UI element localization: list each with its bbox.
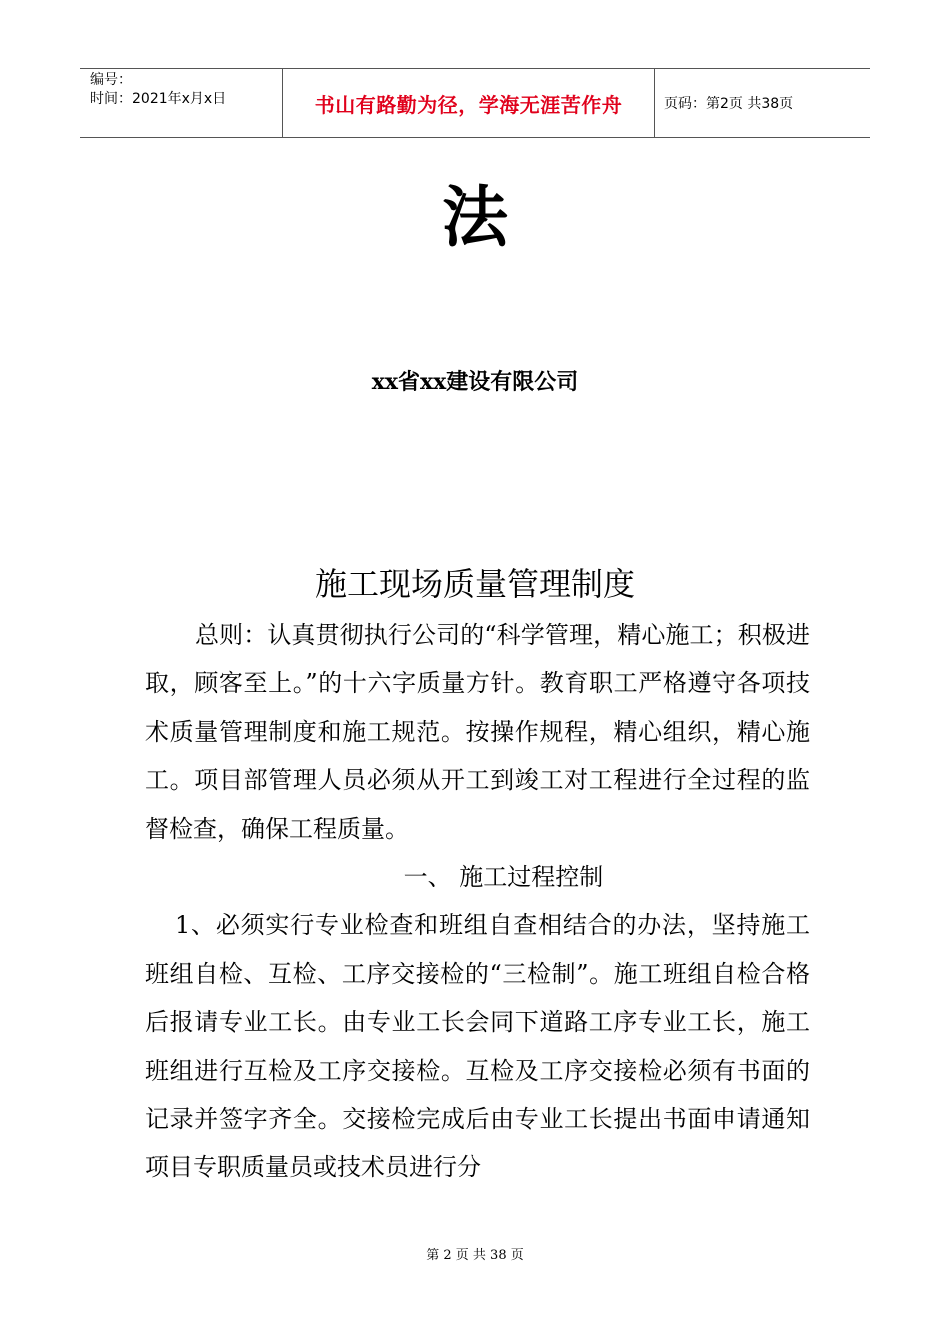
time-label: 时间：2021年x月x日 (90, 91, 227, 107)
page-footer: 第 2 页 共 38 页 (426, 1248, 524, 1263)
page-header (80, 68, 870, 138)
header-motto: 书山有路勤为径，学海无涯苦作舟 (282, 69, 655, 137)
item-paragraph: 1、必须实行专业检查和班组自查相结合的办法，坚持施工班组自检、互检、工序交接检的“三检制”。施工班组自检合格后报请专业工长。由专业工长会同下道路工序专业工长，施工班组进行互检及工序交接检。互检及工序交接检必须有书面的记录并签字齐全。交接检完成后由专业工长提出书面申请通知项目专职质量员或技术员进行分 (145, 911, 810, 1182)
big-title-char: 法 (442, 179, 508, 256)
number-label: 编号： (90, 72, 132, 88)
header-page-info: 页码：第2页 共38页 (664, 96, 794, 112)
intro-paragraph: 总则：认真贯彻执行公司的“科学管理，精心施工；积极进取，顾客至上。”的十六字质量方针。教育职工严格遵守各项技术质量管理制度和施工规范。按操作规程，精心组织，精心施工。项目部管理人员必须从开工到竣工对工程进行全过程的监督检查，确保工程质量。 (145, 621, 810, 843)
header-meta (80, 69, 282, 137)
document-body (145, 611, 810, 1192)
company-name: xx省xx建设有限公司 (371, 369, 579, 395)
section-heading: 一、 施工过程控制 (403, 863, 604, 892)
document-title: 施工现场质量管理制度 (314, 565, 635, 603)
